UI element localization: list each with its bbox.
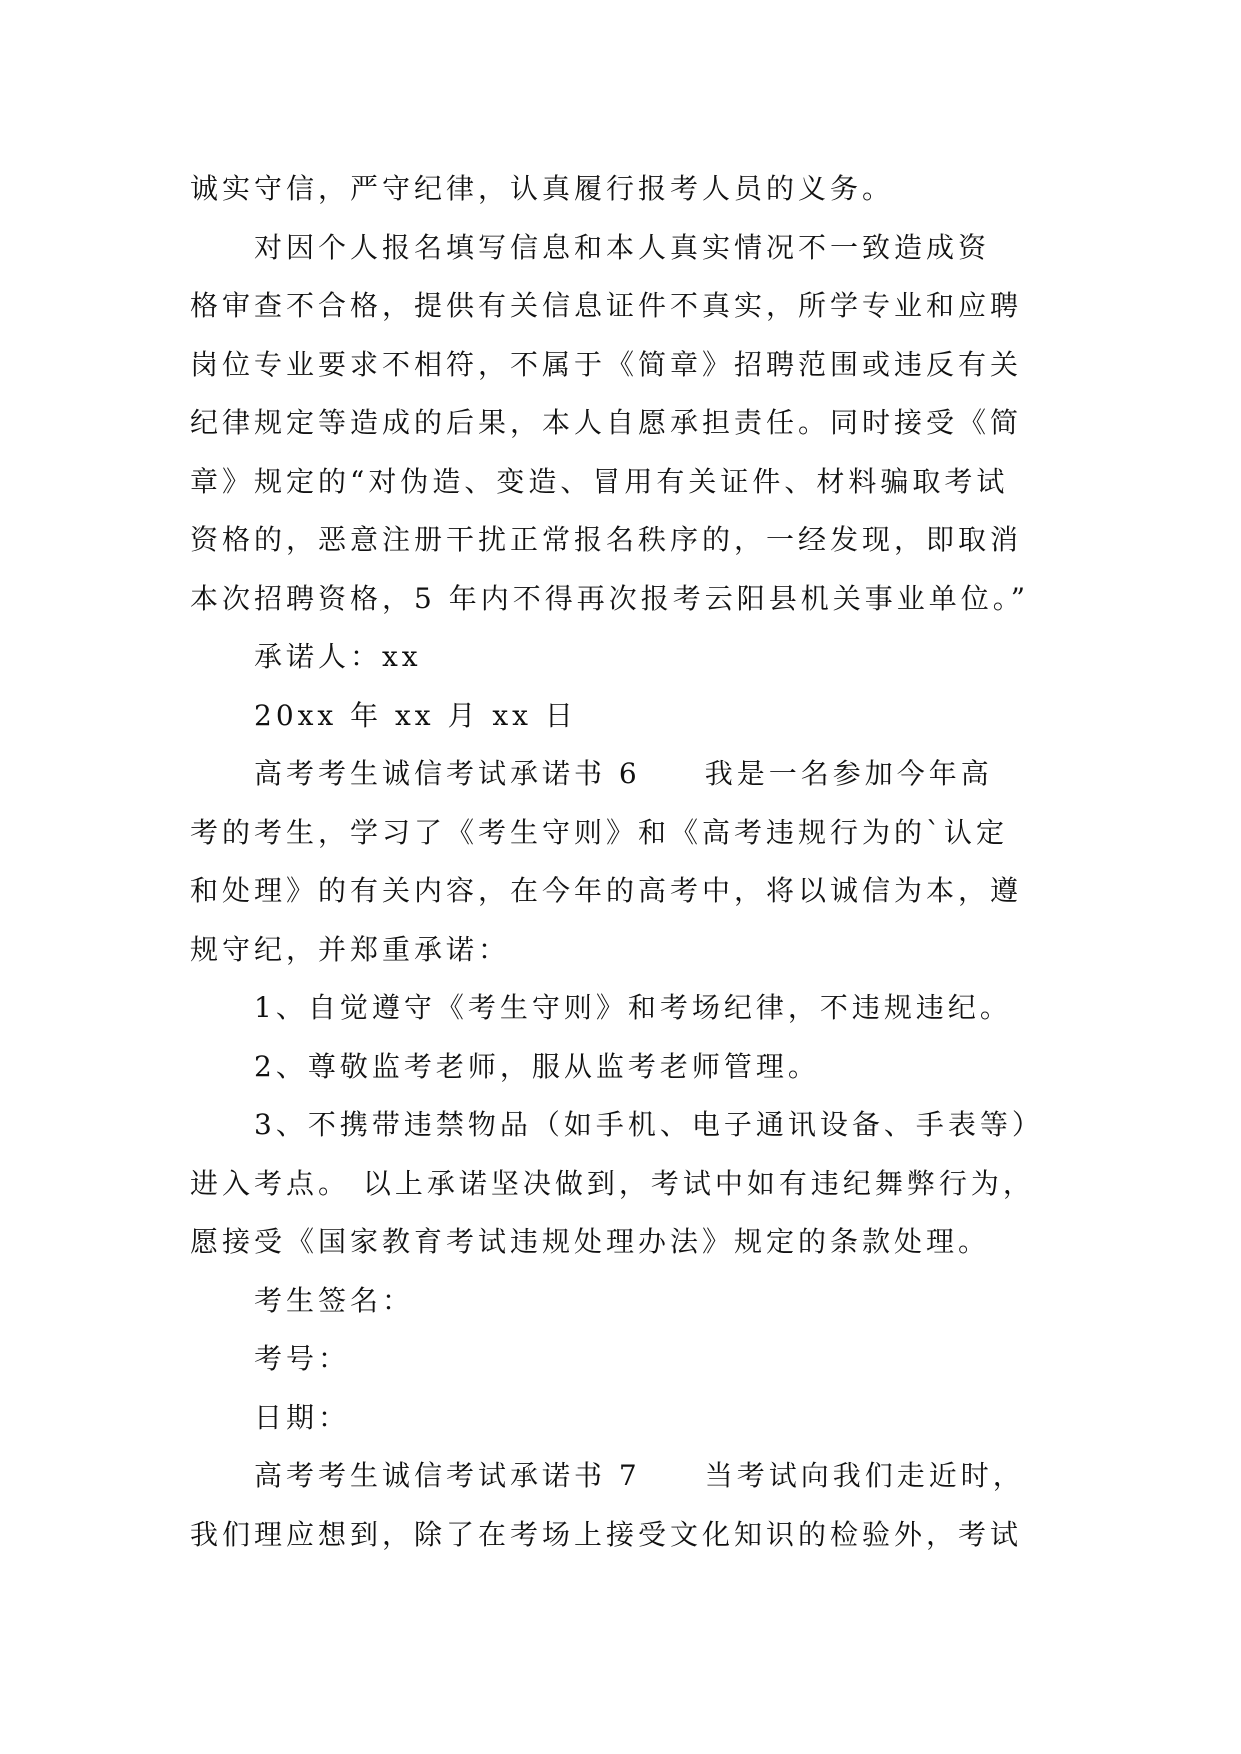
text-line: 纪律规定等造成的后果，本人自愿承担责任。同时接受《简 <box>190 406 1023 439</box>
document-body <box>190 160 1050 1564</box>
date-line: 20xx 年 xx 月 xx 日 <box>254 698 577 732</box>
date-field-label: 日期： <box>254 1400 351 1434</box>
text-line: 和处理》的有关内容，在今年的高考中，将以诚信为本，遵 <box>190 874 1023 907</box>
pledge-item-2: 2、尊敬监考老师，服从监考老师管理。 <box>254 1049 820 1083</box>
section-heading-7: 高考考生诚信考试承诺书 7 当考试向我们走近时， <box>254 1459 1025 1492</box>
text-line: 格审查不合格，提供有关信息证件不真实，所学专业和应聘 <box>190 289 1023 322</box>
text-line: 本次招聘资格，5 年内不得再次报考云阳县机关事业单位。” <box>190 581 1030 615</box>
section-heading-6: 高考考生诚信考试承诺书 6 我是一名参加今年高 <box>254 757 993 790</box>
text-line: 诚实守信，严守纪律，认真履行报考人员的义务。 <box>190 172 895 205</box>
text-line: 进入考点。 以上承诺坚决做到，考试中如有违纪舞弊行为， <box>190 1166 1035 1200</box>
exam-number-field-label: 考号： <box>254 1342 351 1375</box>
signature-field-label: 考生签名： <box>254 1283 415 1317</box>
text-line: 考的考生，学习了《考生守则》和《高考违规行为的`认定 <box>190 815 1009 849</box>
text-line: 章》规定的“对伪造、变造、冒用有关证件、材料骗取考试 <box>190 464 1009 498</box>
text-line: 愿接受《国家教育考试违规处理办法》规定的条款处理。 <box>190 1225 991 1258</box>
pledge-item-3: 3、不携带违禁物品（如手机、电子通讯设备、手表等） <box>254 1108 1044 1141</box>
text-line: 我们理应想到，除了在考场上接受文化知识的检验外，考试 <box>190 1517 1023 1551</box>
text-line: 对因个人报名填写信息和本人真实情况不一致造成资 <box>254 230 991 264</box>
text-line: 岗位专业要求不相符，不属于《简章》招聘范围或违反有关 <box>190 347 1023 381</box>
signatory-line: 承诺人：xx <box>254 640 422 673</box>
text-line: 规守纪，并郑重承诺： <box>190 932 511 966</box>
text-line: 资格的，恶意注册干扰正常报名秩序的，一经发现，即取消 <box>190 523 1023 556</box>
pledge-item-1: 1、自觉遵守《考生守则》和考场纪律，不违规违纪。 <box>254 991 1012 1024</box>
